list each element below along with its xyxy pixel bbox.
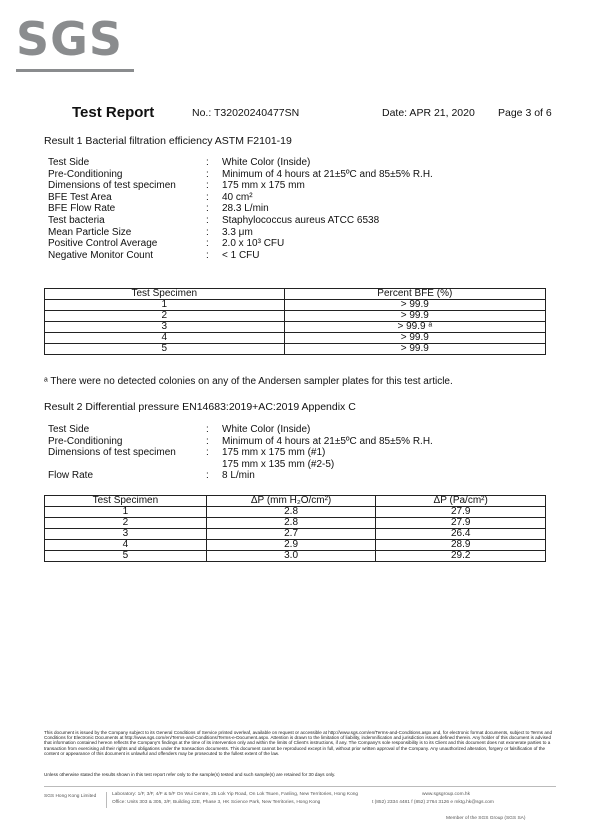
footer-website: www.sgsgroup.com.hk [422,792,470,797]
param-label: Pre-Conditioning [48,168,123,180]
results-disclaimer: Unless otherwise stated the results shown in this test report refer only to the sample(s) tested and such sample(s) are retained for 30 days only. [44,772,336,777]
column-header: Test Specimen [45,289,285,300]
page-title: Test Report [72,104,155,121]
param-value: Staphylococcus aureus ATCC 6538 [222,214,380,226]
table-cell: 3 [45,322,285,333]
param-value: 175 mm x 175 mm (#1) [222,447,326,459]
table-cell: 28.9 [376,540,546,551]
param-row [48,157,522,169]
table-cell: 4 [45,540,207,551]
report-date: Date: APR 21, 2020 [382,107,475,119]
column-header: ΔP (mm H₂O/cm²) [206,496,376,507]
footer-company: SGS Hong Kong Limited [44,794,97,799]
param-value: 3.3 μm [222,226,253,238]
param-value: 28.3 L/min [222,203,269,215]
param-value: 40 cm² [222,191,253,203]
param-label: BFE Flow Rate [48,203,116,215]
bfe-table [44,288,546,355]
table-row [45,333,546,344]
page-number: Page 3 of 6 [498,107,552,119]
param-colon: : [206,470,209,482]
param-row [48,447,522,459]
table-row [45,322,546,333]
table-cell: 27.9 [376,507,546,518]
param-row [48,203,522,215]
column-header: Test Specimen [45,496,207,507]
param-label: Dimensions of test specimen [48,180,176,192]
footer-member: Member of the SGS Group (SGS SA) [446,816,526,821]
table-cell: 2.8 [206,518,376,529]
table-cell: > 99.9 [284,300,545,311]
table-cell: > 99.9 ᵃ [284,322,545,333]
footer-contact: t (852) 2334 4481 f (852) 2764 3126 e mktg.hk@sgs.com [372,800,494,805]
table-cell: 3 [45,529,207,540]
param-row [48,169,522,181]
table-header-row [45,496,546,507]
footer-divider [44,786,556,787]
table-row [45,300,546,311]
param-colon: : [206,424,209,435]
column-header: ΔP (Pa/cm²) [376,496,546,507]
footer-lab-address: Laboratory: 1/F, 3/F, 4/F & 5/F On Wui Centre, 25 Lok Yip Road, On Lok Tsuen, Fanling, New Territories, Hong Kong [112,792,359,797]
table-cell: 2.7 [206,529,376,540]
report-number: No.: T32020240477SN [192,107,300,119]
param-colon: : [206,249,209,261]
pressure-table [44,495,546,562]
param-row [48,180,522,192]
param-label: Test Side [48,424,90,435]
table-row [45,518,546,529]
footnote: ᵃ There were no detected colonies on any of the Andersen sampler plates for this test article. [44,376,453,387]
table-cell: 2 [45,518,207,529]
param-value: White Color (Inside) [222,157,311,168]
table-row [45,507,546,518]
param-row [48,459,522,471]
param-colon: : [206,214,209,226]
param-row [48,436,522,448]
sgs-logo [16,12,136,72]
table-row [45,551,546,562]
footer-separator [106,792,107,808]
param-label: Mean Particle Size [48,226,132,238]
param-colon: : [206,180,209,192]
param-value: 175 mm x 135 mm (#2-5) [222,458,335,470]
logo-text: SGS [16,12,124,66]
table-row [45,344,546,355]
table-cell: 5 [45,551,207,562]
table-cell: 2.9 [206,540,376,551]
result1-params [48,157,522,261]
column-header: Percent BFE (%) [284,289,545,300]
table-cell: 29.2 [376,551,546,562]
table-cell: 3.0 [206,551,376,562]
param-row [48,424,522,436]
table-cell: > 99.9 [284,333,545,344]
table-cell: 27.9 [376,518,546,529]
result2-heading: Result 2 Differential pressure EN14683:2019+AC:2019 Appendix C [44,401,356,413]
param-label [48,459,206,471]
legal-disclaimer: This document is issued by the Company subject to its General Conditions of Service printed overleaf, available on request or accessible at http://www.sgs.com/en/Terms-and-Conditions.aspx and, for electronic format documents, subject to Terms and Conditions for Electronic Documents at http://www.sgs.com/en/Terms-and-Conditions/Terms-e-Document.aspx. Attention is drawn to the limitation of liability, indemnification and jurisdiction issues defined therein. Any holder of this document is advised that information contained hereon reflects the Company's findings at the time of its intervention only and within the limits of Client's instructions, if any. The Company's sole responsibility is to its Client and this document does not exonerate parties to a transaction from exercising all their rights and obligations under the transaction documents. This document cannot be reproduced except in full, without prior written approval of the Company. Any unauthorized alteration, forgery or falsification of the content or appearance of this document is unlawful and offenders may be prosecuted to the fullest extent of the law. [44,730,553,756]
result2-params [48,424,522,482]
param-value: 2.0 x 10³ CFU [222,238,285,250]
param-row [48,192,522,204]
param-value: 8 L/min [222,470,255,482]
param-colon: : [206,435,209,447]
param-colon: : [206,238,209,250]
table-cell: > 99.9 [284,344,545,355]
table-row [45,529,546,540]
param-value: < 1 CFU [222,249,260,261]
param-value: Minimum of 4 hours at 21±5ºC and 85±5% R.H. [222,168,433,180]
param-colon: : [206,157,209,168]
param-row [48,215,522,227]
table-cell: > 99.9 [284,311,545,322]
param-row [48,238,522,250]
table-cell: 1 [45,507,207,518]
param-label: Flow Rate [48,470,94,482]
param-value: Minimum of 4 hours at 21±5ºC and 85±5% R.H. [222,435,433,447]
param-row [48,250,522,262]
table-row [45,311,546,322]
table-cell: 4 [45,333,285,344]
param-colon: : [206,203,209,215]
param-label: Positive Control Average [48,238,158,250]
result1-heading: Result 1 Bacterial filtration efficiency ASTM F2101-19 [44,135,292,147]
param-label: Dimensions of test specimen [48,447,176,459]
param-colon-blank [206,459,222,471]
table-row [45,540,546,551]
param-label: Test Side [48,157,90,168]
param-colon: : [206,447,209,459]
param-colon: : [206,168,209,180]
param-label: Test bacteria [48,214,105,226]
param-colon: : [206,226,209,238]
param-row [48,470,522,482]
table-cell: 2 [45,311,285,322]
logo-underline [16,69,134,72]
footer-office-address: Office: Units 303 & 305, 3/F, Building 22E, Phase 3, HK Science Park, New Territories, Hong Kong [112,800,321,805]
param-label: Pre-Conditioning [48,435,123,447]
param-value: White Color (Inside) [222,424,311,435]
table-cell: 5 [45,344,285,355]
table-cell: 26.4 [376,529,546,540]
param-colon: : [206,191,209,203]
param-row [48,227,522,239]
param-label: BFE Test Area [48,191,112,203]
table-cell: 1 [45,300,285,311]
param-label: Negative Monitor Count [48,249,154,261]
table-header-row [45,289,546,300]
table-cell: 2.8 [206,507,376,518]
param-value: 175 mm x 175 mm [222,180,305,192]
